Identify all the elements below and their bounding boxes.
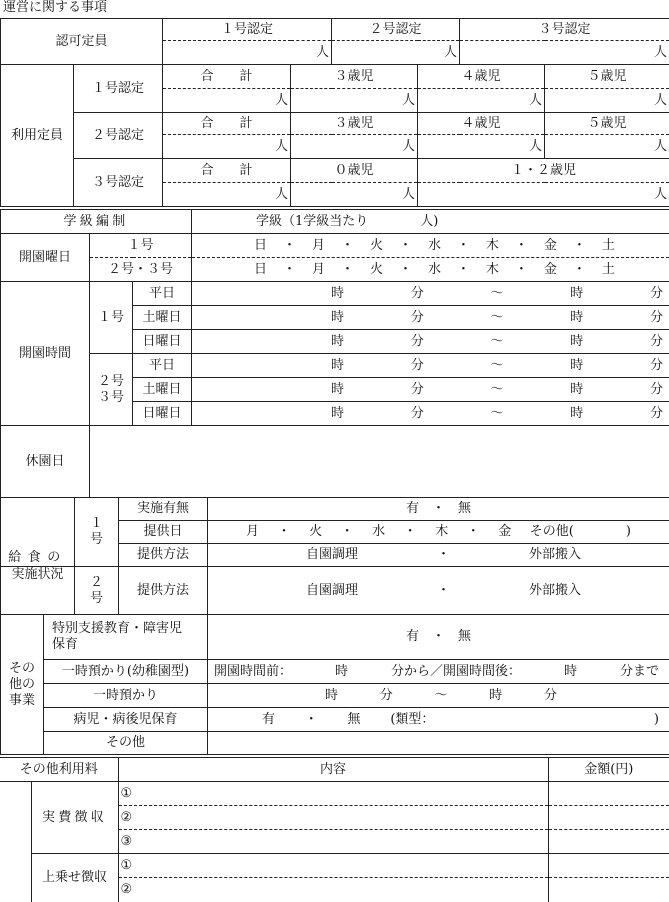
weekday[interactable]: 金 bbox=[544, 238, 557, 254]
use-g1-head: ３歳児 bbox=[291, 65, 418, 89]
fees-content-cell[interactable] bbox=[118, 806, 548, 830]
meal-days-label: 提供日 bbox=[119, 521, 208, 544]
hours-row-label: 土曜日 bbox=[133, 378, 192, 402]
hour-unit: 時 bbox=[489, 688, 502, 704]
days-r1-label: １号 bbox=[90, 234, 192, 258]
meal-method-option[interactable]: 外部搬入 bbox=[529, 583, 581, 599]
minute-unit: 分 bbox=[650, 358, 663, 374]
minute-unit: 分 bbox=[411, 382, 424, 398]
hour-unit: 時 bbox=[564, 664, 577, 680]
weekday[interactable]: 火 bbox=[370, 238, 383, 254]
hour-unit: 時 bbox=[570, 334, 583, 350]
sick-no[interactable]: 無 bbox=[348, 712, 361, 728]
meal-method-option[interactable]: 外部搬入 bbox=[529, 547, 581, 563]
minute-unit: 分 bbox=[411, 334, 424, 350]
temp-label: 一時預かり bbox=[44, 684, 208, 708]
hour-unit: 時 bbox=[331, 358, 344, 374]
use-g2-value[interactable]: 人 bbox=[545, 135, 669, 159]
fees-content-cell[interactable] bbox=[118, 854, 548, 878]
meal-days-other[interactable]: その他( ) bbox=[530, 524, 631, 540]
temp-youchi-value[interactable] bbox=[208, 660, 669, 684]
weekday-dot: ・ bbox=[457, 238, 470, 254]
meal-day[interactable]: 金 bbox=[498, 524, 511, 540]
hour-unit: 時 bbox=[570, 310, 583, 326]
fees-actual-label: 実費徴収 bbox=[31, 782, 118, 854]
hours-row-value[interactable] bbox=[192, 354, 669, 378]
meal-g1-line: １ bbox=[77, 516, 116, 532]
other-label-line: 他の bbox=[3, 677, 41, 693]
use-g3-head: ０歳児 bbox=[291, 159, 418, 183]
fees-amount-header: 金額(円) bbox=[548, 758, 669, 782]
weekday[interactable]: 月 bbox=[312, 262, 325, 278]
use-g2-head: ４歳児 bbox=[418, 113, 545, 135]
special-value[interactable]: 有 ・ 無 bbox=[208, 615, 669, 660]
meal-method-value[interactable] bbox=[208, 544, 669, 567]
fees-label: その他利用料 bbox=[0, 758, 118, 782]
meal-impl-label: 実施有無 bbox=[119, 498, 208, 521]
use-g2-value[interactable]: 人 bbox=[291, 135, 418, 159]
days-label: 開園曜日 bbox=[1, 234, 90, 282]
hours-label: 開園時間 bbox=[1, 282, 90, 426]
weekday-dot: ・ bbox=[341, 524, 354, 540]
use-label: 利用定員 bbox=[1, 65, 74, 207]
meal-g2-method-value[interactable] bbox=[208, 567, 669, 615]
until-label: 分まで bbox=[620, 664, 659, 680]
capacity-table bbox=[0, 18, 669, 207]
range-tilde: ～ bbox=[491, 382, 504, 398]
fees-mark: ② bbox=[121, 810, 133, 825]
meal-day[interactable]: 月 bbox=[246, 524, 259, 540]
use-g1-value[interactable]: 人 bbox=[545, 89, 669, 113]
meal-g2-line: ２ bbox=[77, 575, 116, 591]
minute-unit: 分 bbox=[411, 286, 424, 302]
use-g2-head: 合 計 bbox=[163, 113, 291, 135]
fees-content-header: 内容 bbox=[118, 758, 548, 782]
hour-unit: 時 bbox=[331, 286, 344, 302]
weekday-dot: ・ bbox=[457, 262, 470, 278]
weekday-dot: ・ bbox=[341, 262, 354, 278]
use-g3-value[interactable]: 人 bbox=[291, 183, 418, 207]
meal-label-line: 給食の bbox=[3, 550, 72, 566]
fees-amount-cell[interactable] bbox=[548, 878, 669, 902]
use-g2-head: ３歳児 bbox=[291, 113, 418, 135]
weekday-dot: ・ bbox=[404, 524, 417, 540]
range-tilde: ～ bbox=[491, 406, 504, 422]
hours-row-value[interactable] bbox=[192, 402, 669, 426]
minute-unit: 分 bbox=[650, 310, 663, 326]
use-g3-value[interactable]: 人 bbox=[418, 183, 669, 207]
hours-g2-line: ３号 bbox=[92, 390, 130, 406]
special-label-line: 保育 bbox=[52, 637, 205, 653]
weekday[interactable]: 土 bbox=[602, 238, 615, 254]
hours-row-value[interactable] bbox=[192, 282, 669, 306]
hours-g2-label bbox=[90, 354, 133, 426]
hour-unit: 時 bbox=[570, 358, 583, 374]
hours-row-label: 平日 bbox=[133, 282, 192, 306]
fees-content-cell[interactable] bbox=[118, 830, 548, 854]
cap-h1: １号認定 bbox=[163, 19, 332, 41]
meal-g2-label bbox=[75, 567, 119, 615]
meal-day[interactable]: 木 bbox=[435, 524, 448, 540]
etc-label: その他 bbox=[44, 732, 208, 755]
use-g1-head: 合 計 bbox=[163, 65, 291, 89]
use-g1-value[interactable]: 人 bbox=[291, 89, 418, 113]
cap-value-1[interactable]: 人 bbox=[163, 41, 332, 65]
meal-day[interactable]: 水 bbox=[372, 524, 385, 540]
range-tilde: ～ bbox=[491, 286, 504, 302]
cap-value-2[interactable]: 人 bbox=[332, 41, 460, 65]
class-text: 学級（1学級当たり 人) bbox=[256, 214, 438, 229]
hours-row-label: 土曜日 bbox=[133, 306, 192, 330]
hours-row-value[interactable] bbox=[192, 306, 669, 330]
special-label-line: 特別支援教育・障害児 bbox=[52, 621, 205, 637]
weekday[interactable]: 金 bbox=[544, 262, 557, 278]
other-label-line: その bbox=[3, 661, 41, 677]
weekday-dot: ・ bbox=[573, 262, 586, 278]
before-label: 開園時間前： bbox=[214, 664, 292, 680]
minute-unit: 分 bbox=[411, 406, 424, 422]
weekday-dot: ・ bbox=[467, 524, 480, 540]
class-value[interactable] bbox=[192, 210, 669, 234]
weekday-dot: ・ bbox=[515, 262, 528, 278]
weekday-dot: ・ bbox=[278, 524, 291, 540]
use-g3-value[interactable]: 人 bbox=[163, 183, 291, 207]
cap-h2: ２号認定 bbox=[332, 19, 460, 41]
other-label bbox=[1, 615, 44, 755]
meal-g2-method-label: 提供方法 bbox=[119, 567, 208, 615]
temp-value[interactable] bbox=[208, 684, 669, 708]
fees-mark: ② bbox=[121, 882, 133, 897]
weekday[interactable]: 日 bbox=[254, 238, 267, 254]
weekday-dot: ・ bbox=[399, 262, 412, 278]
weekday[interactable]: 水 bbox=[428, 238, 441, 254]
use-g2-value[interactable]: 人 bbox=[418, 135, 545, 159]
weekday[interactable]: 水 bbox=[428, 262, 441, 278]
fees-amount-cell[interactable] bbox=[548, 854, 669, 878]
fees-table bbox=[0, 757, 669, 902]
use-g2-label: ２号認定 bbox=[74, 113, 163, 159]
minute-unit: 分 bbox=[411, 310, 424, 326]
use-g3-label: ３号認定 bbox=[74, 159, 163, 207]
weekday-dot: ・ bbox=[399, 238, 412, 254]
hours-g2-line: ２号 bbox=[92, 374, 130, 390]
page-title: 運営に関する事項 bbox=[3, 0, 107, 16]
use-g2-value[interactable]: 人 bbox=[163, 135, 291, 159]
fees-mark: ③ bbox=[121, 834, 133, 849]
minute-unit: 分 bbox=[650, 406, 663, 422]
hour-unit: 時 bbox=[570, 382, 583, 398]
range-tilde: ～ bbox=[491, 334, 504, 350]
minute-unit: 分 bbox=[650, 382, 663, 398]
weekday-dot: ・ bbox=[283, 238, 296, 254]
option-dot: ・ bbox=[437, 547, 450, 563]
hour-unit: 時 bbox=[331, 334, 344, 350]
class-label: 学級編制 bbox=[1, 210, 192, 234]
days-r1-values[interactable] bbox=[192, 234, 669, 258]
other-label-line: 事業 bbox=[3, 693, 41, 709]
use-g1-label: １号認定 bbox=[74, 65, 163, 113]
minute-unit: 分 bbox=[544, 688, 557, 704]
use-g3-head: １・２歳児 bbox=[418, 159, 669, 183]
weekday[interactable]: 木 bbox=[486, 262, 499, 278]
meal-method-option[interactable]: 自園調理 bbox=[306, 547, 358, 563]
minute-unit: 分 bbox=[650, 286, 663, 302]
cap-value-3[interactable]: 人 bbox=[460, 41, 669, 65]
temp-youchi-label: 一時預かり(幼稚園型) bbox=[44, 660, 208, 684]
hours-row-label: 平日 bbox=[133, 354, 192, 378]
weekday-dot: ・ bbox=[283, 262, 296, 278]
hour-unit: 時 bbox=[325, 688, 338, 704]
etc-value[interactable] bbox=[208, 732, 669, 755]
weekday[interactable]: 月 bbox=[312, 238, 325, 254]
days-r2-values[interactable] bbox=[192, 258, 669, 282]
special-label bbox=[44, 615, 208, 660]
weekday[interactable]: 木 bbox=[486, 238, 499, 254]
meal-g1-label bbox=[75, 498, 119, 567]
weekday[interactable]: 土 bbox=[602, 262, 615, 278]
weekday-dot: ・ bbox=[515, 238, 528, 254]
fees-amount-cell[interactable] bbox=[548, 830, 669, 854]
use-g1-value[interactable]: 人 bbox=[418, 89, 545, 113]
use-g1-value[interactable]: 人 bbox=[163, 89, 291, 113]
fees-extra-label: 上乗せ徴収 bbox=[31, 854, 118, 902]
schedule-table bbox=[0, 209, 669, 498]
hour-unit: 時 bbox=[335, 664, 348, 680]
meal-method-label: 提供方法 bbox=[119, 544, 208, 567]
fees-mark: ① bbox=[121, 858, 133, 873]
use-g2-head: ５歳児 bbox=[545, 113, 669, 135]
meal-impl-value[interactable]: 有 ・ 無 bbox=[208, 498, 669, 521]
sick-label: 病児・病後児保育 bbox=[44, 708, 208, 732]
hours-g1-label: １号 bbox=[90, 282, 133, 354]
use-g3-head: 合 計 bbox=[163, 159, 291, 183]
sick-value[interactable] bbox=[208, 708, 669, 732]
hours-row-value[interactable] bbox=[192, 330, 669, 354]
weekday[interactable]: 火 bbox=[370, 262, 383, 278]
sick-type-label: (類型： bbox=[390, 712, 434, 728]
hours-row-label: 日曜日 bbox=[133, 402, 192, 426]
hours-row-value[interactable] bbox=[192, 378, 669, 402]
meal-method-option[interactable]: 自園調理 bbox=[306, 583, 358, 599]
fees-amount-cell[interactable] bbox=[548, 782, 669, 806]
services-table bbox=[0, 497, 669, 755]
minute-unit: 分 bbox=[411, 358, 424, 374]
fees-mark: ① bbox=[121, 786, 133, 801]
range-tilde: ～ bbox=[434, 688, 447, 704]
option-dot: ・ bbox=[305, 712, 318, 728]
hour-unit: 時 bbox=[570, 406, 583, 422]
meal-label bbox=[1, 498, 75, 567]
cap-h3: ３号認定 bbox=[460, 19, 669, 41]
minute-unit: 分 bbox=[380, 688, 393, 704]
hour-unit: 時 bbox=[331, 406, 344, 422]
meal-g2-line: 号 bbox=[77, 591, 116, 607]
days-r2-label: ２号・３号 bbox=[90, 258, 192, 282]
close-paren: ) bbox=[654, 712, 659, 728]
meal-label-line: 実施状況 bbox=[3, 567, 72, 583]
meal-days-value[interactable] bbox=[208, 521, 669, 544]
hours-row-label: 日曜日 bbox=[133, 330, 192, 354]
holiday-label: 休園日 bbox=[1, 426, 90, 498]
weekday-dot: ・ bbox=[573, 238, 586, 254]
weekday-dot: ・ bbox=[341, 238, 354, 254]
use-g1-head: ４歳児 bbox=[418, 65, 545, 89]
use-g1-head: ５歳児 bbox=[545, 65, 669, 89]
cap-label: 認可定員 bbox=[1, 19, 163, 65]
hour-unit: 時 bbox=[331, 382, 344, 398]
meal-day[interactable]: 火 bbox=[309, 524, 322, 540]
holiday-value[interactable] bbox=[90, 426, 669, 498]
fees-amount-cell[interactable] bbox=[548, 806, 669, 830]
option-dot: ・ bbox=[437, 583, 450, 599]
hour-unit: 時 bbox=[570, 286, 583, 302]
weekday[interactable]: 日 bbox=[254, 262, 267, 278]
hour-unit: 時 bbox=[331, 310, 344, 326]
range-tilde: ～ bbox=[491, 358, 504, 374]
fees-content-cell[interactable] bbox=[118, 782, 548, 806]
range-tilde: ～ bbox=[491, 310, 504, 326]
meal-label-cont bbox=[1, 567, 75, 615]
sick-yes[interactable]: 有 bbox=[262, 712, 275, 728]
meal-g1-line: 号 bbox=[77, 532, 116, 548]
fees-content-cell[interactable] bbox=[118, 878, 548, 902]
fees-indent bbox=[0, 782, 31, 902]
minute-unit: 分 bbox=[650, 334, 663, 350]
after-label: 分から／開園時間後： bbox=[391, 664, 521, 680]
